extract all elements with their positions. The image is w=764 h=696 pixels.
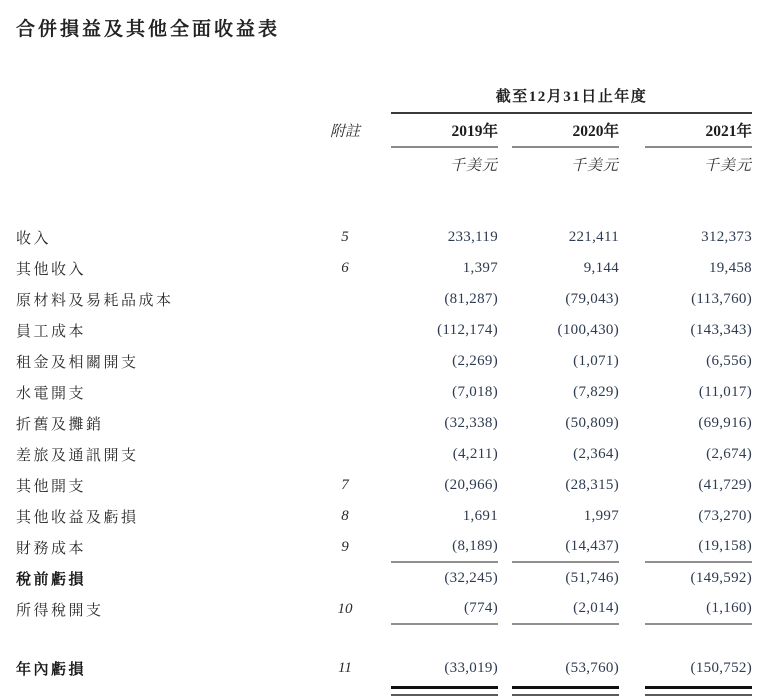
unit-header-row <box>16 148 752 181</box>
value-2019: (32,245) <box>444 570 498 586</box>
table-row-other-income <box>16 253 752 284</box>
total-double-rule-row <box>16 686 752 696</box>
table-body <box>16 222 752 696</box>
value-2019: (32,338) <box>444 415 498 431</box>
value-2020: (7,829) <box>573 384 619 400</box>
value-2020: 1,997 <box>583 508 619 524</box>
value-2019: (33,019) <box>444 660 498 676</box>
table-row-loss-before-tax <box>16 563 752 594</box>
note-value: 5 <box>341 229 349 245</box>
table-row-other-expenses <box>16 470 752 501</box>
row-label: 其他收益及虧損 <box>16 510 139 526</box>
double-rule-2021 <box>645 686 752 696</box>
value-2019: (7,018) <box>452 384 498 400</box>
unit-header-2020: 千美元 <box>570 158 619 174</box>
value-2020: (51,746) <box>565 570 619 586</box>
value-2020: (1,071) <box>573 353 619 369</box>
table-row-finance-costs <box>16 532 752 563</box>
note-value <box>317 346 373 377</box>
note-value: 6 <box>341 260 349 276</box>
value-2021: (6,556) <box>706 353 752 369</box>
table-row-other-gains-losses <box>16 501 752 532</box>
row-label: 所得稅開支 <box>16 603 104 619</box>
double-rule-2020 <box>512 686 619 696</box>
row-label: 年內虧損 <box>16 662 87 678</box>
value-2021: (69,916) <box>698 415 752 431</box>
value-2020: (14,437) <box>512 532 619 563</box>
value-2021: (143,343) <box>690 322 752 338</box>
table-row-travel <box>16 439 752 470</box>
row-label: 差旅及通訊開支 <box>16 448 139 464</box>
value-2021: (149,592) <box>690 570 752 586</box>
value-2020: 221,411 <box>568 229 619 245</box>
double-rule-2019 <box>391 686 498 696</box>
year-header-2020: 2020年 <box>512 114 619 148</box>
value-2020: (50,809) <box>565 415 619 431</box>
note-value: 9 <box>341 539 349 555</box>
row-label: 稅前虧損 <box>16 572 87 588</box>
value-2021: (41,729) <box>698 477 752 493</box>
value-2019: 1,397 <box>462 260 498 276</box>
value-2021: (73,270) <box>698 508 752 524</box>
note-value: 11 <box>338 660 352 676</box>
period-header: 截至12月31日止年度 <box>391 85 752 114</box>
table-row-staff-costs <box>16 315 752 346</box>
unit-header-2019: 千美元 <box>449 158 498 174</box>
value-2019: (81,287) <box>444 291 498 307</box>
value-2021: 19,458 <box>708 260 752 276</box>
row-label: 其他開支 <box>16 479 87 495</box>
table-row-utilities <box>16 377 752 408</box>
row-label: 水電開支 <box>16 386 87 402</box>
table-row-rental <box>16 346 752 377</box>
year-header-2021: 2021年 <box>645 114 752 148</box>
table-row-depreciation <box>16 408 752 439</box>
value-2020: (79,043) <box>565 291 619 307</box>
value-2019: (8,189) <box>391 532 498 563</box>
label-column-header <box>16 114 317 148</box>
value-2019: 1,691 <box>462 508 498 524</box>
value-2020: (2,364) <box>573 446 619 462</box>
note-value: 10 <box>337 601 353 617</box>
row-label: 折舊及攤銷 <box>16 417 104 433</box>
row-label: 財務成本 <box>16 541 87 557</box>
value-2019: (112,174) <box>437 322 498 338</box>
table-row-revenue <box>16 222 752 253</box>
note-value: 7 <box>341 477 349 493</box>
value-2019: (774) <box>391 594 498 625</box>
value-2020: (53,760) <box>565 660 619 676</box>
value-2021: 312,373 <box>701 229 752 245</box>
page-title: 合併損益及其他全面收益表 <box>16 19 281 40</box>
column-header-row <box>16 114 752 148</box>
row-label: 租金及相關開支 <box>16 355 139 371</box>
period-header-row <box>16 85 752 114</box>
year-header-2019: 2019年 <box>391 114 498 148</box>
row-gap <box>16 625 752 653</box>
table-row-income-tax <box>16 594 752 625</box>
row-label: 收入 <box>16 231 52 247</box>
row-label: 其他收入 <box>16 262 87 278</box>
note-value <box>317 284 373 315</box>
value-2019: (2,269) <box>452 353 498 369</box>
value-2020: (100,430) <box>557 322 619 338</box>
value-2020: (28,315) <box>565 477 619 493</box>
table-row-loss-for-year <box>16 653 752 684</box>
note-value <box>317 563 373 594</box>
value-2019: 233,119 <box>447 229 498 245</box>
note-value: 8 <box>341 508 349 524</box>
unit-header-2021: 千美元 <box>703 158 752 174</box>
value-2020: (2,014) <box>512 594 619 625</box>
value-2019: (20,966) <box>444 477 498 493</box>
value-2021: (11,017) <box>698 384 752 400</box>
value-2019: (4,211) <box>452 446 498 462</box>
value-2021: (2,674) <box>706 446 752 462</box>
table-row-raw-materials <box>16 284 752 315</box>
row-label: 員工成本 <box>16 324 87 340</box>
note-value <box>317 315 373 346</box>
note-value <box>317 439 373 470</box>
note-value <box>317 377 373 408</box>
value-2021: (113,760) <box>691 291 752 307</box>
row-label: 原材料及易耗品成本 <box>16 293 174 309</box>
value-2021: (19,158) <box>645 532 752 563</box>
note-value <box>317 408 373 439</box>
value-2021: (1,160) <box>645 594 752 625</box>
value-2021: (150,752) <box>690 660 752 676</box>
note-column-header: 附註 <box>329 124 360 140</box>
value-2020: 9,144 <box>583 260 619 276</box>
